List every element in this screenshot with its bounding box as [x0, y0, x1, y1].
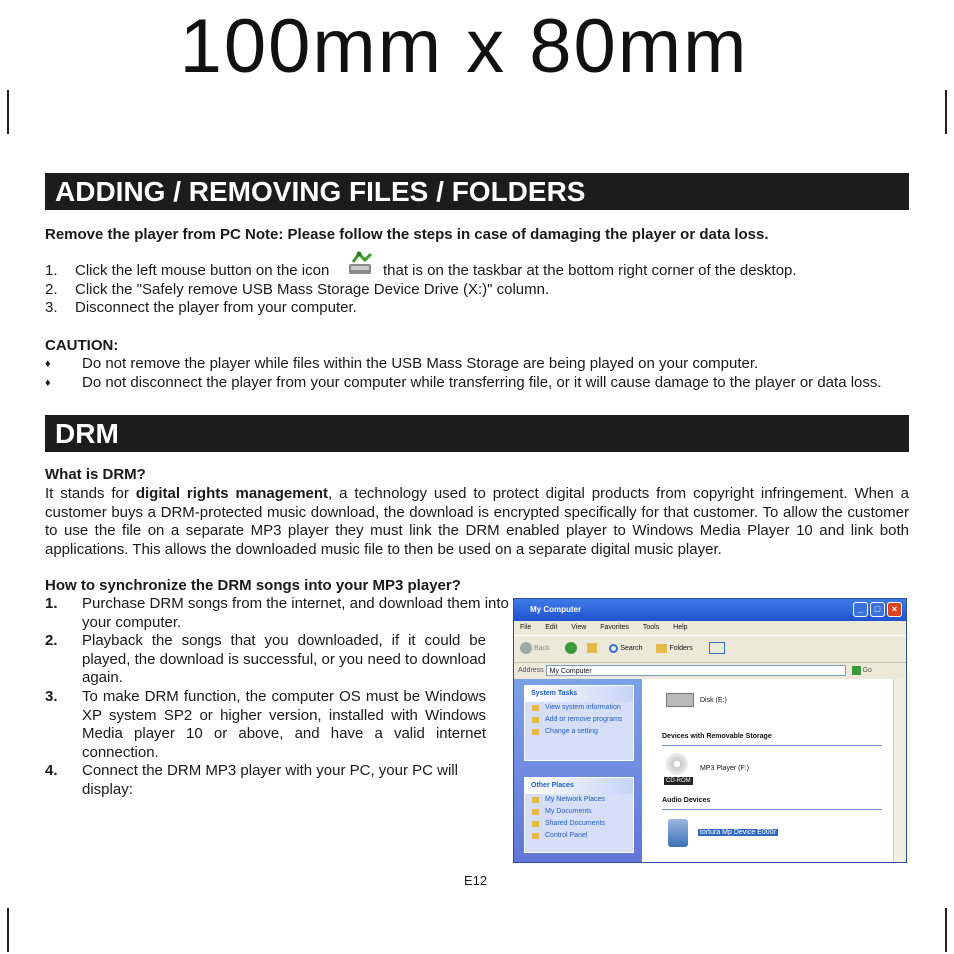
- step-text-before: Click the left mouse button on the icon: [75, 262, 330, 279]
- forward-arrow-icon: [565, 642, 577, 654]
- panel-title: System Tasks: [525, 686, 633, 702]
- remove-intro: Remove the player from PC Note: Please follow the steps in case of damaging the player or data loss.: [45, 226, 769, 243]
- menu-edit: Edit: [545, 624, 558, 631]
- step-number: 2.: [45, 281, 58, 298]
- removable-storage-heading: Devices with Removable Storage: [662, 733, 772, 740]
- address-bar: [514, 662, 906, 679]
- panel-link: View system information: [525, 702, 633, 714]
- page-number: E12: [464, 873, 488, 888]
- step-number: 3.: [45, 299, 58, 316]
- menu-tools: Tools: [642, 624, 660, 631]
- go-arrow-icon: [852, 666, 861, 675]
- step-text: Click the "Safely remove USB Mass Storage Device Drive (X:)" column.: [75, 281, 550, 298]
- crop-mark-top-left: [7, 90, 9, 134]
- crop-mark-bottom-left: [7, 908, 9, 952]
- group-divider: [662, 809, 882, 810]
- step-number: 3.: [45, 688, 58, 705]
- panel-link: My Network Places: [525, 794, 633, 806]
- section-heading-drm: DRM: [45, 415, 909, 452]
- step-number: 2.: [45, 632, 58, 649]
- other-places-panel: [524, 777, 634, 853]
- window-toolbar: [514, 635, 906, 662]
- panel-title: Other Places: [525, 778, 633, 794]
- step-text: To make DRM function, the computer OS must be Windows XP system SP2 or higher version, installed with Windows Media player 10 or above, and have a valid internet connection.: [82, 688, 486, 761]
- up-folder-icon: [587, 643, 597, 653]
- menu-file: File: [520, 624, 532, 631]
- mp3-player-disc-icon: [666, 753, 688, 775]
- what-is-drm-paragraph: [45, 485, 909, 559]
- crop-mark-bottom-right: [945, 908, 947, 952]
- panel-link: Control Panel: [525, 830, 633, 842]
- cd-rom-badge: CD-ROM: [666, 778, 691, 784]
- views-icon: [709, 642, 725, 654]
- disk-drive-icon: [666, 693, 694, 707]
- step-text: Playback the songs that you downloaded, if it could be played, the download is successful, or you need to download again.: [82, 632, 486, 686]
- step-text: Connect the DRM MP3 player with your PC, your PC will display:: [82, 762, 458, 798]
- window-title: My Computer: [530, 605, 582, 614]
- panel-link: My Documents: [525, 806, 633, 818]
- audio-devices-heading: Audio Devices: [662, 797, 711, 804]
- address-label: Address: [518, 667, 544, 674]
- paragraph-bold-term: digital rights management: [135, 485, 329, 502]
- maximize-icon: □: [870, 602, 885, 617]
- folders-label: Folders: [669, 645, 693, 652]
- window-menubar: [514, 621, 906, 635]
- menu-help: Help: [673, 624, 688, 631]
- mp3-player-label: MP3 Player (F:): [700, 765, 750, 772]
- safely-remove-icon: [345, 250, 377, 278]
- what-is-drm-heading: What is DRM?: [45, 466, 146, 483]
- audio-device-icon: [668, 819, 688, 847]
- folders-icon: [656, 644, 667, 653]
- step-text: Purchase DRM songs from the internet, and download them into your computer.: [82, 595, 509, 631]
- my-computer-screenshot: [513, 598, 907, 863]
- section-heading-files: ADDING / REMOVING FILES / FOLDERS: [45, 173, 909, 210]
- menu-favorites: Favorites: [600, 624, 630, 631]
- panel-link: Add or remove programs: [525, 714, 633, 726]
- device-list: [642, 679, 894, 863]
- back-arrow-icon: [520, 642, 532, 654]
- close-icon: ×: [887, 602, 902, 617]
- paragraph-rest: , a technology used to protect digital products from copyright infringement. When a customer buys a DRM-protected music download, the download is encrypted specifically for that customer. To allow the customer to use the file on a separate MP3 player they must link the DRM enabled player to Windows Media Player 10 and link both applications. This allows the downloaded music file to then be used on a separate digital music player.: [45, 485, 909, 558]
- menu-view: View: [571, 624, 587, 631]
- paragraph-lead: It stands for: [45, 485, 136, 502]
- task-pane: [514, 679, 642, 863]
- window-scrollbar: [893, 679, 906, 863]
- back-label: Back: [533, 645, 550, 652]
- diamond-bullet-icon: ♦: [45, 377, 51, 389]
- panel-link: Change a setting: [525, 726, 633, 738]
- caution-label: CAUTION:: [45, 337, 119, 354]
- page-title: 100mm x 80mm: [179, 4, 749, 89]
- caution-text: Do not remove the player while files within the USB Mass Storage are being played on your computer.: [82, 355, 759, 372]
- step-number: 4.: [45, 762, 58, 779]
- address-field: My Computer: [546, 665, 846, 676]
- caution-text: Do not disconnect the player from your computer while transferring file, or it will cause damage to the player or data loss.: [82, 374, 882, 391]
- minimize-icon: _: [853, 602, 868, 617]
- disk-label: Disk (E:): [700, 697, 727, 704]
- sync-heading: How to synchronize the DRM songs into your MP3 player?: [45, 577, 461, 594]
- audio-device-label: tortura Mp Device E000r: [700, 829, 776, 836]
- step-text-after: that is on the taskbar at the bottom right corner of the desktop.: [383, 262, 797, 279]
- crop-mark-top-right: [945, 90, 947, 134]
- window-titlebar: [514, 599, 906, 621]
- step-text: Disconnect the player from your computer.: [75, 299, 357, 316]
- step-number: 1.: [45, 595, 58, 612]
- step-number: 1.: [45, 262, 58, 279]
- search-icon: [609, 644, 618, 653]
- system-tasks-panel: [524, 685, 634, 761]
- diamond-bullet-icon: ♦: [45, 358, 51, 370]
- group-divider: [662, 745, 882, 746]
- panel-link: Shared Documents: [525, 818, 633, 830]
- go-label: Go: [862, 667, 872, 674]
- search-label: Search: [620, 645, 643, 652]
